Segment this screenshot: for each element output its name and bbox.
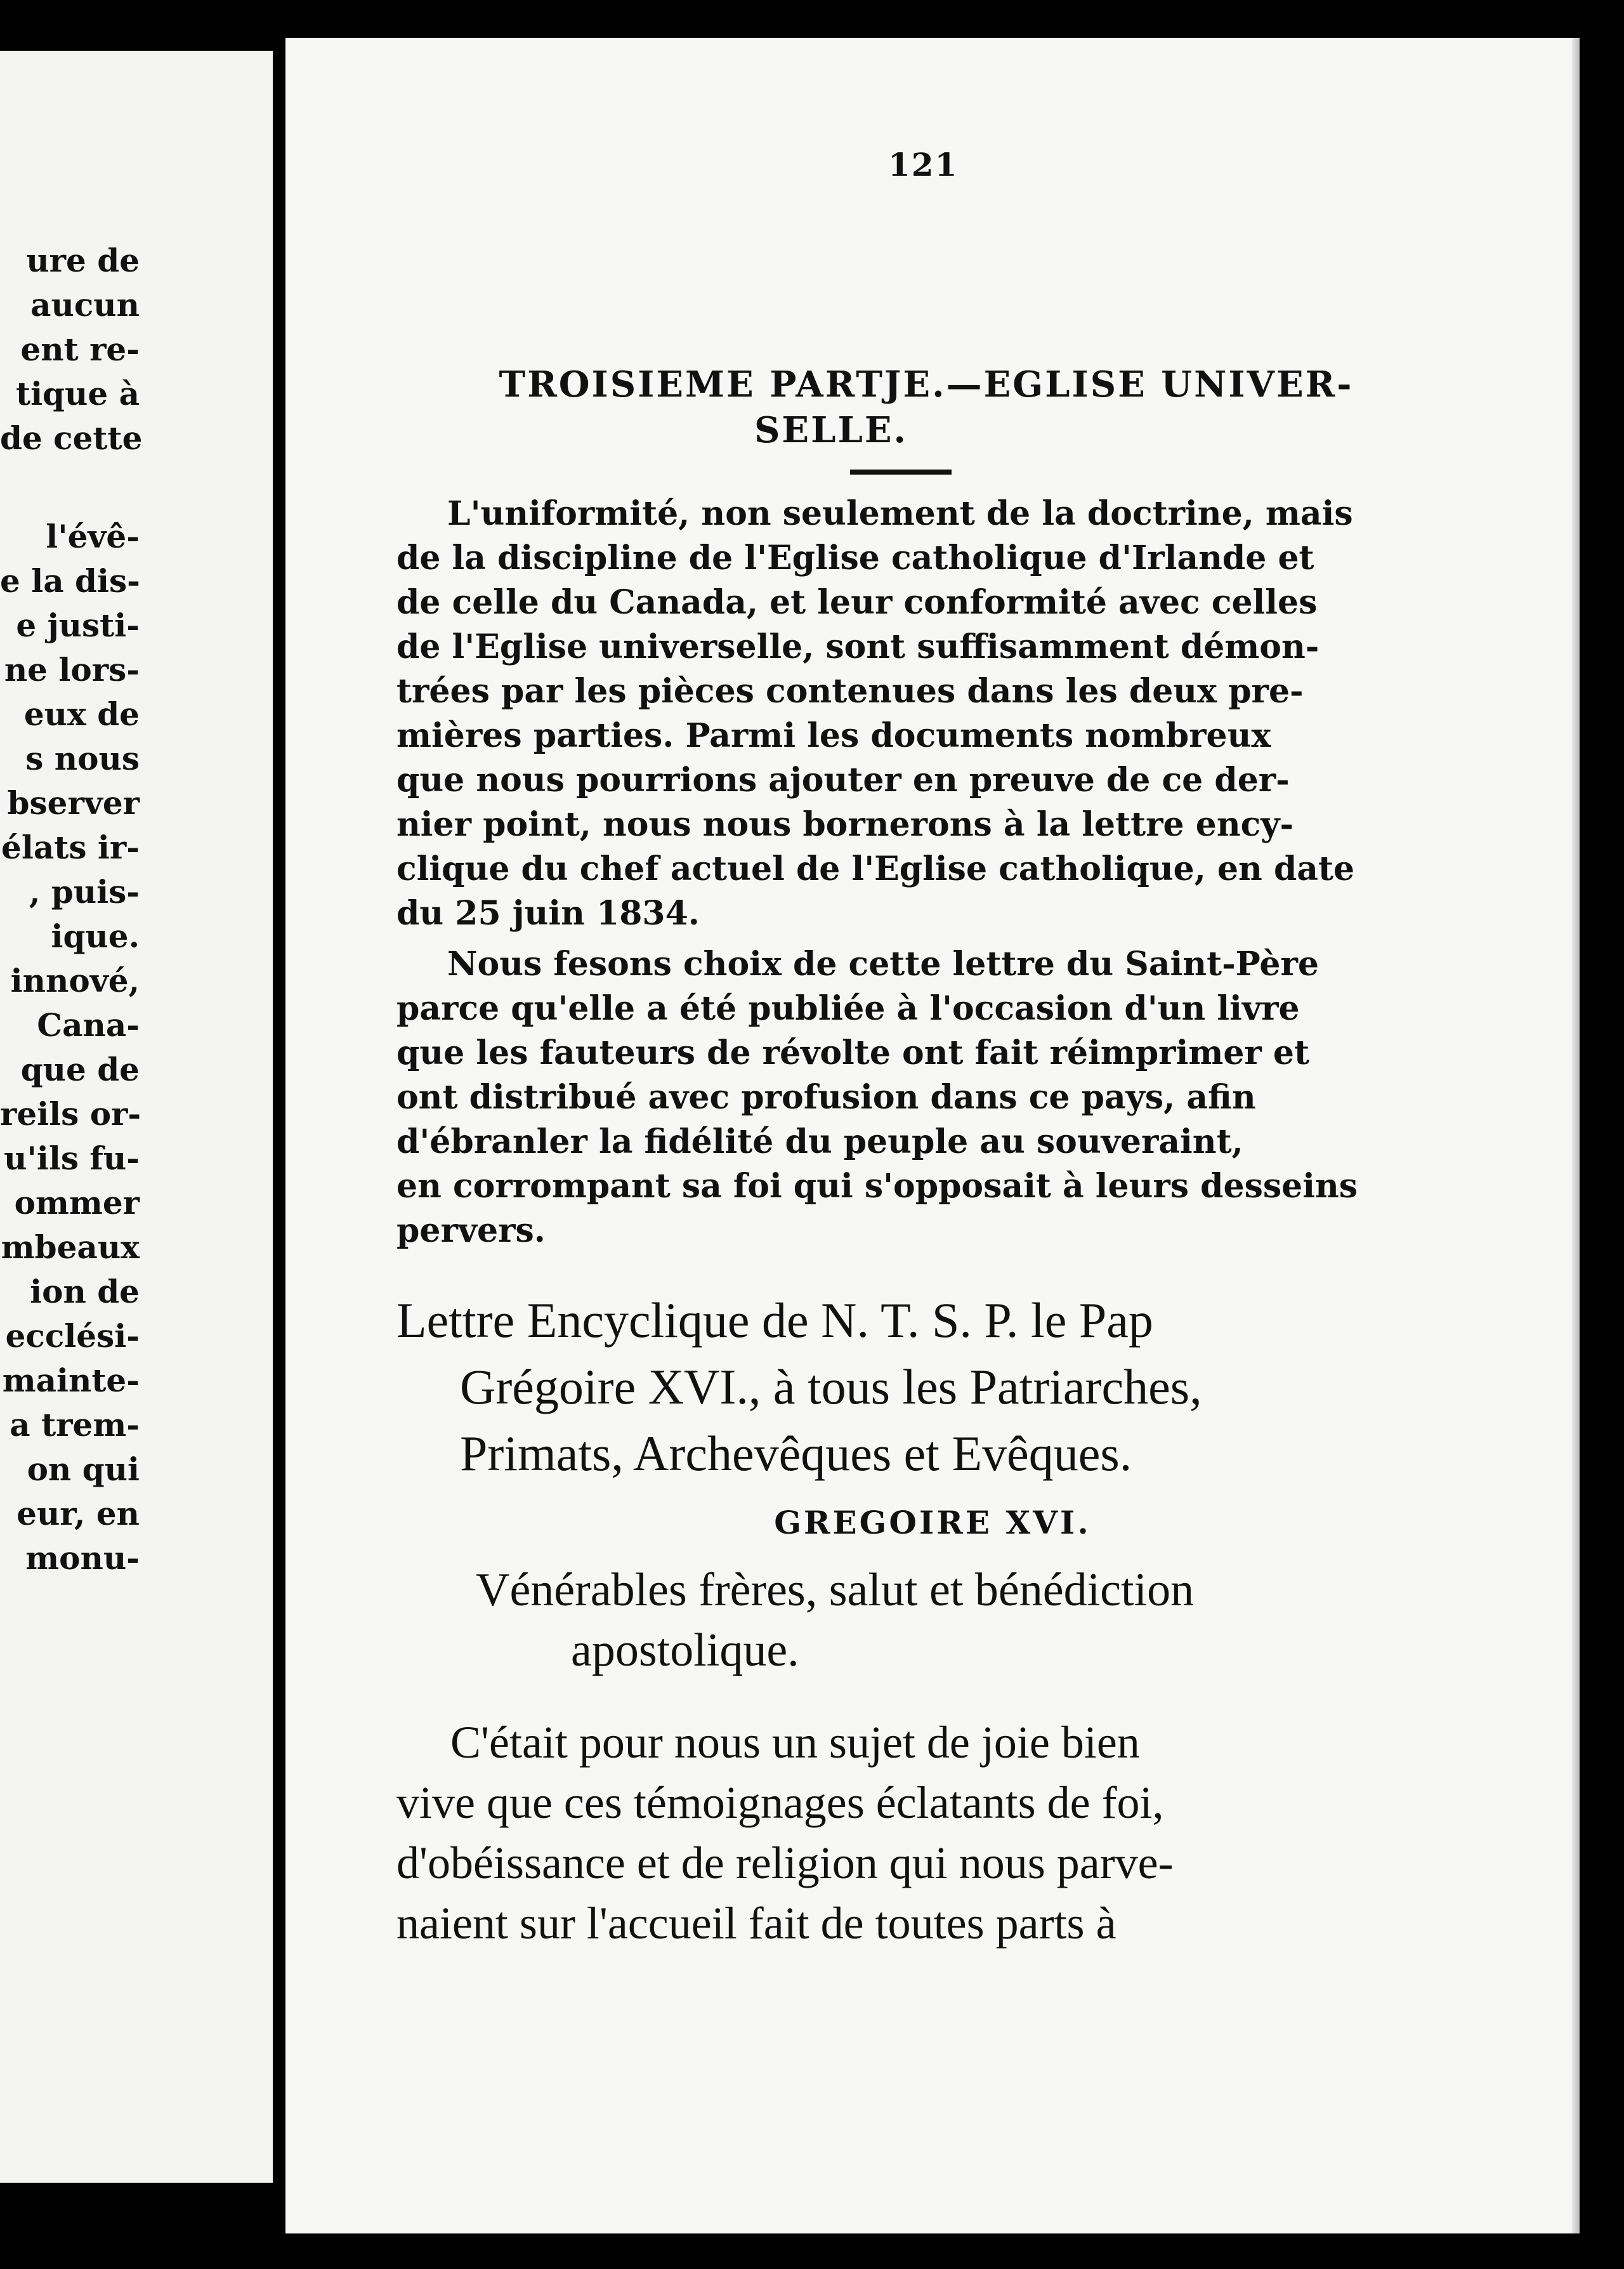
section-title-line-2: SELLE. — [754, 409, 908, 451]
left-line: e la dis- — [0, 562, 140, 600]
left-page-fragment — [0, 51, 273, 2183]
left-line: mbeaux — [1, 1228, 140, 1266]
paragraph-line: ont distribué avec profusion dans ce pays, afin — [396, 1078, 1256, 1117]
paragraph-line: pervers. — [396, 1211, 546, 1250]
left-line: ion de — [30, 1273, 140, 1310]
title-rule — [850, 470, 952, 475]
left-line: bserver — [7, 784, 140, 822]
left-line: ique. — [51, 917, 140, 955]
right-page — [285, 38, 1580, 2233]
left-line: on qui — [27, 1450, 140, 1488]
left-line: l'évê- — [46, 518, 140, 555]
left-line: eux de — [23, 695, 140, 733]
paragraph-line: mières parties. Parmi les documents nombreux — [396, 716, 1271, 755]
salutation-line: Vénérables frères, salut et bénédiction — [476, 1564, 1195, 1616]
paragraph-line: de celle du Canada, et leur conformité avec celles — [396, 583, 1318, 622]
closing-paragraph-line: d'obéissance et de religion qui nous parve- — [396, 1838, 1174, 1888]
paragraph-line: de l'Eglise universelle, sont suffisamment démon- — [396, 628, 1320, 666]
left-line: reils or- — [0, 1095, 141, 1133]
paragraph-line: nier point, nous nous bornerons à la lettre ency- — [396, 805, 1294, 844]
left-line: a trem- — [10, 1406, 140, 1444]
left-line: aucun — [30, 286, 140, 324]
left-line: innové, — [10, 962, 140, 999]
left-line: ure de — [26, 242, 140, 279]
closing-paragraph-line: C'était pour nous un sujet de joie bien — [450, 1717, 1140, 1768]
paragraph-line: clique du chef actuel de l'Eglise catholique, en date — [396, 850, 1355, 888]
left-line: u'ils fu- — [4, 1140, 140, 1177]
paragraph-line: parce qu'elle a été publiée à l'occasion d'un livre — [396, 989, 1300, 1028]
paragraph-line: que les fauteurs de révolte ont fait réimprimer et — [396, 1034, 1310, 1072]
paragraph-line: en corrompant sa foi qui s'opposait à leurs desseins — [396, 1167, 1358, 1206]
letter-title-line: Grégoire XVI., à tous les Patriarches, — [460, 1359, 1202, 1414]
paragraph-line: d'ébranler la fidélité du peuple au souveraint, — [396, 1122, 1243, 1161]
left-line: mainte- — [2, 1362, 140, 1399]
left-line: ommer — [14, 1184, 140, 1221]
salutation-line: apostolique. — [571, 1624, 799, 1676]
closing-paragraph-line: naient sur l'accueil fait de toutes parts à — [396, 1898, 1116, 1949]
page-edge — [1572, 38, 1580, 2233]
left-line: ecclési- — [5, 1317, 140, 1355]
left-line: monu- — [25, 1539, 140, 1577]
left-line: s nous — [25, 740, 140, 777]
left-line: e justi- — [16, 607, 140, 644]
left-line: Cana- — [37, 1006, 140, 1044]
letter-title-line: Primats, Archevêques et Evêques. — [460, 1426, 1132, 1481]
paragraph-line: L'uniformité, non seulement de la doctrine, mais — [447, 494, 1353, 533]
letter-title-line: Lettre Encyclique de N. T. S. P. le Pap — [396, 1292, 1153, 1348]
paragraph-line: trées par les pièces contenues dans les deux pre- — [396, 672, 1304, 711]
left-line: ne lors- — [4, 651, 140, 688]
paragraph-line: de la discipline de l'Eglise catholique d'Irlande et — [396, 539, 1314, 577]
section-title — [412, 362, 1440, 453]
paragraph-line: Nous fesons choix de cette lettre du Saint-Père — [447, 945, 1319, 983]
pope-name-heading: GREGOIRE XVI. — [774, 1504, 1091, 1541]
section-title-line-1: TROISIEME PARTJE.—EGLISE UNIVER- — [499, 364, 1354, 405]
left-line: de cette — [0, 419, 143, 457]
paragraph-line: que nous pourrions ajouter en preuve de ce der- — [396, 761, 1290, 799]
closing-paragraph-line: vive que ces témoignages éclatants de foi, — [396, 1777, 1164, 1828]
left-line: eur, en — [16, 1495, 140, 1532]
paragraph-line: du 25 juin 1834. — [396, 894, 700, 933]
left-line: élats ir- — [1, 829, 140, 866]
left-line: tique à — [15, 375, 140, 412]
left-line: que de — [20, 1051, 140, 1088]
left-line: ent re- — [20, 331, 140, 368]
left-line: , puis- — [29, 873, 140, 911]
page-number: 121 — [888, 146, 959, 183]
